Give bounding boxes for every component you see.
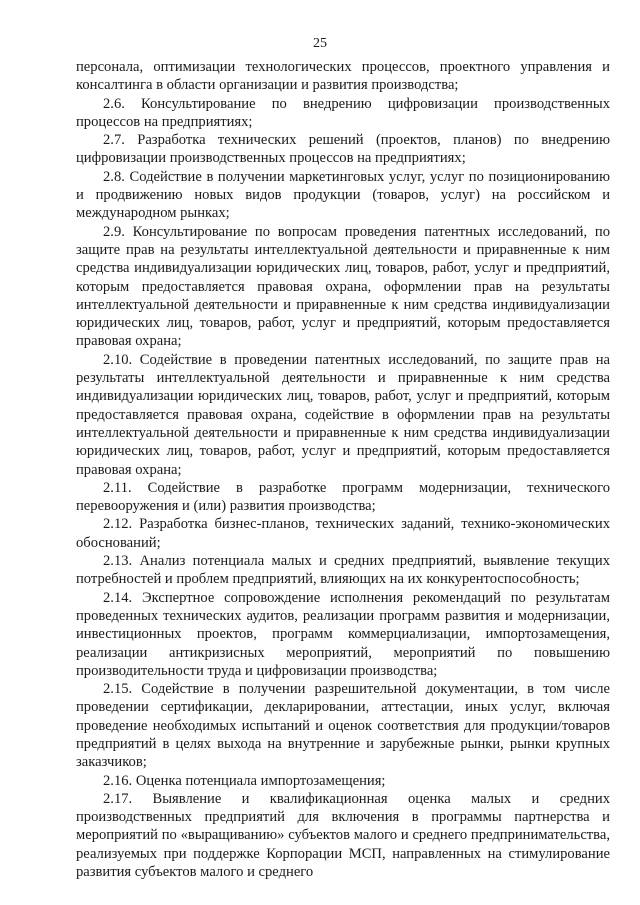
paragraph-2-11: 2.11. Содействие в разработке программ модернизации, технического перевооружения и (или) развития производства;: [76, 479, 610, 515]
paragraph-2-14: 2.14. Экспертное сопровождение исполнения рекомендаций по результатам проведенных технических аудитов, реализации программ развития и модернизации, инвестиционных проектов, программ коммерциализации, импортозамещения, реализации антикризисных мероприятий, мероприятий по повышению производительности труда и цифровизации производства;: [76, 589, 610, 679]
paragraph-2-7: 2.7. Разработка технических решений (проектов, планов) по внедрению цифровизации производственных процессов на предприятиях;: [76, 132, 610, 167]
page-number: 25: [313, 36, 327, 51]
paragraph-2-9: 2.9. Консультирование по вопросам проведения патентных исследований, по защите прав на результаты интеллектуальной деятельности и приравненные к ним средства индивидуализации юридических лиц, товаров, работ, услуг и предприятий, которым предоставляется правовая охрана, оформлении прав на результаты интеллектуальной деятельности и приравненные к ним средства индивидуализации юридических лиц, товаров, работ, услуг и предприятий, которым предоставляется правовая охрана;: [76, 223, 610, 350]
document-body: [76, 58, 610, 881]
paragraph-2-17: 2.17. Выявление и квалификационная оценка малых и средних производственных предприятий для включения в программы партнерства и мероприятий по «выращиванию» субъектов малого и среднего предпринимательства, реализуемых при поддержке Корпорации МСП, направленных на стимулирование развития субъектов малого и среднего: [76, 790, 610, 881]
paragraph-2-13: 2.13. Анализ потенциала малых и средних предприятий, выявление текущих потребностей и проблем предприятий, влияющих на их конкурентоспособность;: [76, 553, 610, 588]
paragraph-2-10: 2.10. Содействие в проведении патентных исследований, по защите прав на результаты интеллектуальной деятельности и приравненные к ним средства индивидуализации юридических лиц, товаров, работ, услуг и предприятий, которым предоставляется правовая охрана, содействие в оформлении прав на результаты интеллектуальной деятельности и приравненные к ним средства индивидуализации юридических лиц, товаров, работ, услуг и предприятий, которым предоставляется правовая охрана;: [76, 351, 610, 478]
paragraph-2-8: 2.8. Содействие в получении маркетинговых услуг, услуг по позиционированию и продвижению новых видов продукции (товаров, услуг) на российском и международном рынках;: [76, 168, 610, 222]
paragraph-2-6: 2.6. Консультирование по внедрению цифровизации производственных процессов на предприятиях;: [76, 95, 610, 130]
paragraph-2-15: 2.15. Содействие в получении разрешительной документации, в том числе проведении сертификации, декларировании, аттестации, иных услуг, включая проведение необходимых испытаний и оценок соответствия для продукции/товаров предприятий в целях выхода на внутренние и зарубежные рынки, рынки крупных заказчиков;: [76, 681, 610, 771]
paragraph-2-12: 2.12. Разработка бизнес-планов, технических заданий, технико-экономических обоснований;: [76, 516, 610, 551]
paragraph-continuation: персонала, оптимизации технологических процессов, проектного управления и консалтинга в области организации и развития производства;: [76, 59, 610, 94]
paragraph-2-16: 2.16. Оценка потенциала импортозамещения;: [103, 772, 386, 789]
